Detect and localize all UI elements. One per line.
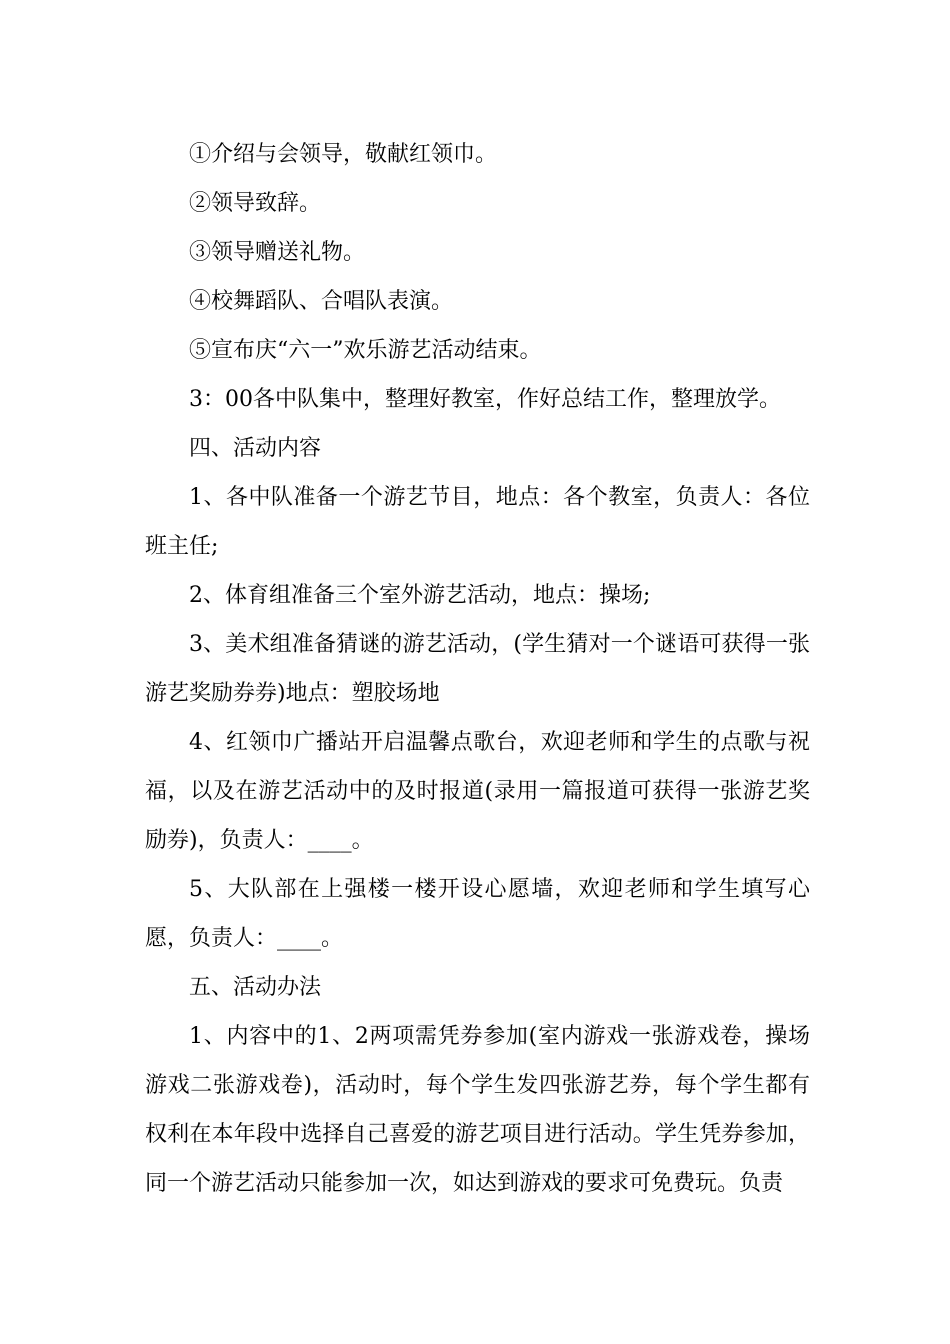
paragraph: 2、体育组准备三个室外游艺活动，地点：操场; bbox=[189, 583, 651, 608]
paragraph: ①介绍与会领导，敬献红领巾。 bbox=[189, 142, 498, 167]
paragraph: ④校舞蹈队、合唱队表演。 bbox=[189, 289, 454, 314]
paragraph: 1、各中队准备一个游艺节目，地点：各个教室，负责人：各位班主任; bbox=[145, 485, 810, 559]
paragraph: 3、美术组准备猜谜的游艺活动，(学生猜对一个谜语可获得一张游艺奖励券券)地点：塑胶场地 bbox=[145, 632, 810, 706]
section-heading: 五、活动办法 bbox=[189, 975, 322, 1000]
paragraph: 4、红领巾广播站开启温馨点歌台，欢迎老师和学生的点歌与祝福，以及在游艺活动中的及时报道(录用一篇报道可获得一张游艺奖励券)，负责人：____。 bbox=[145, 730, 810, 853]
paragraph: ②领导致辞。 bbox=[189, 191, 322, 216]
paragraph: 3：00各中队集中，整理好教室，作好总结工作，整理放学。 bbox=[189, 387, 781, 412]
section-heading: 四、活动内容 bbox=[189, 436, 322, 461]
paragraph: ③领导赠送礼物。 bbox=[189, 240, 366, 265]
paragraph: ⑤宣布庆“六一”欢乐游艺活动结束。 bbox=[189, 338, 542, 363]
paragraph: 5、大队部在上强楼一楼开设心愿墙，欢迎老师和学生填写心愿，负责人：____。 bbox=[145, 877, 810, 951]
paragraph: 1、内容中的1、2两项需凭券参加(室内游戏一张游戏卷，操场游戏二张游戏卷)，活动时，每个学生发四张游艺券，每个学生都有权利在本年段中选择自己喜爱的游艺项目进行活动。学生凭券参加，同一个游艺活动只能参加一次，如达到游戏的要求可免费玩。负责 bbox=[145, 1024, 810, 1196]
document-body bbox=[145, 130, 810, 1208]
